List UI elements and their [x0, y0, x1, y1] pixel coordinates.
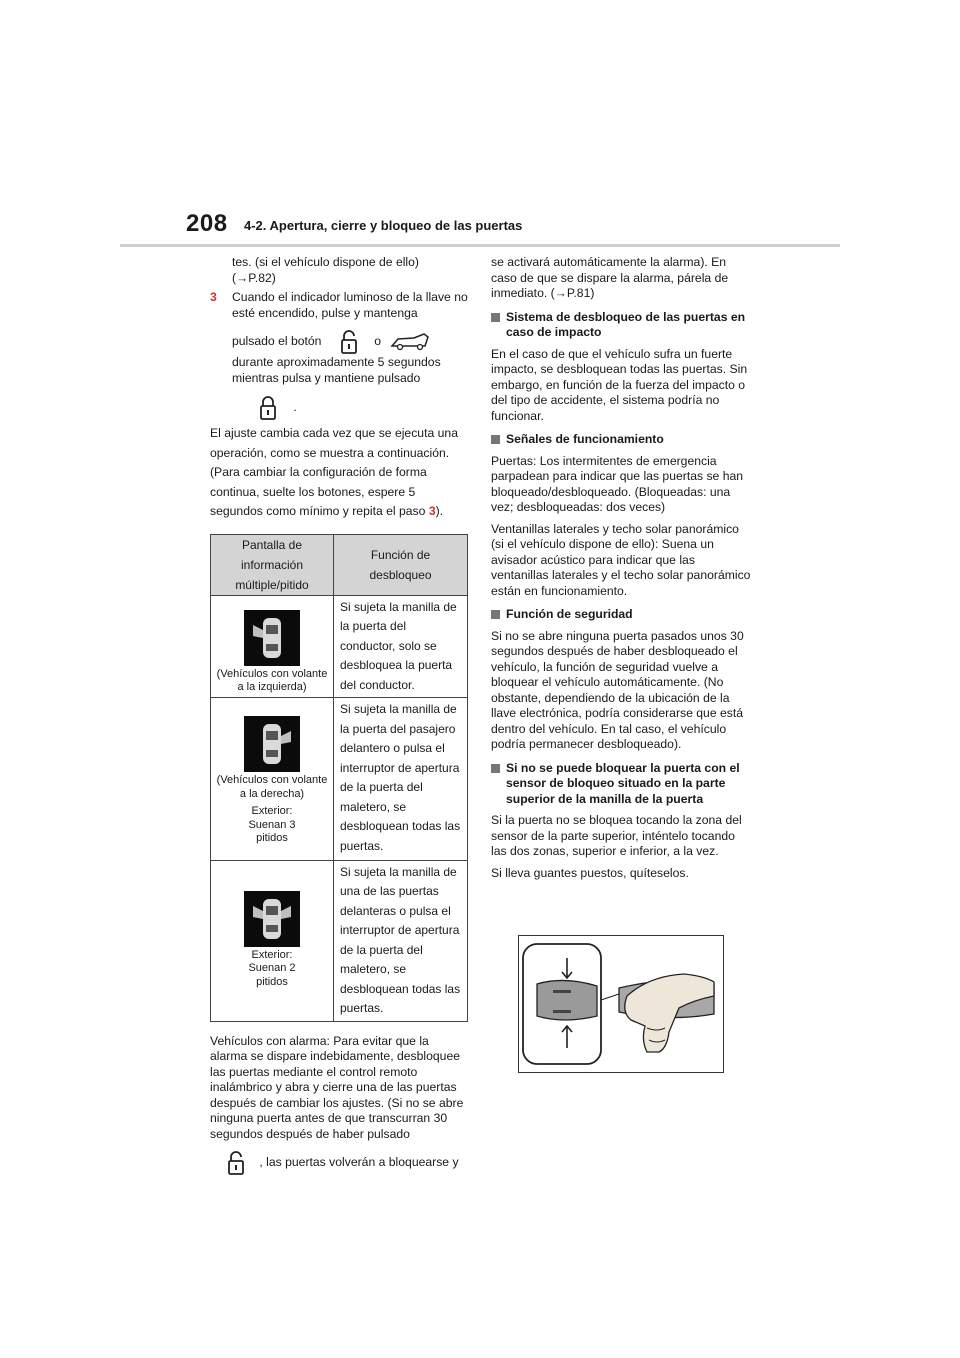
- section-heading-security: [491, 607, 751, 623]
- signals-text-windows: Ventanillas laterales y techo solar panorámico (si el vehículo dispone de ello): Suena un avisador acústico para indicar que las ventanillas laterales y el techo solar panorámico están en funcionamiento.: [491, 521, 751, 598]
- setting-paragraph: [210, 424, 468, 522]
- alarm-paragraph: Vehículos con alarma: Para evitar que la alarma se dispare indebidamente, desbloquee las puertas mediante el control remoto inalámbrico y abra y cierre una de las puertas después de cambiar los ajustes. (Si no se abre ninguna puerta antes de que transcurran 30 segundos después de haber pulsado: [210, 1033, 464, 1141]
- security-text: Si no se abre ninguna puerta pasados unos 30 segundos después de haber desbloqueado el vehículo, la función de seguridad vuelve a bloquear el vehículo automáticamente. (No obstante, dependiendo de la ubicación de la llave electrónica, podría considerarse que está dentro del vehículo. En tal caso, el vehículo podría permanecer desbloqueado).: [491, 628, 744, 751]
- header-rule: [120, 244, 840, 247]
- car-top-view-icon: [244, 716, 300, 772]
- page-number: 208: [186, 210, 228, 237]
- table-cell-image: [211, 698, 334, 861]
- setting-end: ).: [435, 504, 444, 518]
- heading-text: Si no se puede bloquear la puerta con el sensor de bloqueo situado en la parte superior de la manilla de la puerta: [506, 760, 740, 806]
- left-column: [210, 255, 468, 1176]
- step-3: [210, 290, 468, 422]
- section-heading-sensor: [491, 761, 751, 808]
- step3-text-d: .: [293, 400, 297, 414]
- row3-sound: Exterior: Suenan 2 pitidos: [248, 948, 296, 988]
- alarm-end-text: , las puertas volverán a bloquearse y: [259, 1155, 459, 1169]
- gloves-text: Si lleva guantes puestos, quíteselos.: [491, 865, 689, 880]
- row2-sound: Exterior: Suenan 3 pitidos: [248, 805, 296, 844]
- table-header-display: Pantalla de información múltiple/pitido: [211, 534, 334, 595]
- table-header-row: [211, 534, 468, 595]
- continuation-ref: (→P.82): [232, 270, 276, 285]
- heading-text: Función de seguridad: [506, 607, 633, 621]
- unlock-icon: [224, 1150, 248, 1176]
- section-marker-icon: [491, 764, 500, 773]
- section-heading-signals: [491, 432, 751, 448]
- table-header-function: Función de desbloqueo: [334, 534, 468, 595]
- door-handle-illustration: [518, 935, 724, 1073]
- right-column: [491, 255, 751, 881]
- step3-line-b: [232, 327, 468, 355]
- row3-text: Si sujeta la manilla de una de las puertas delanteras o pulsa el interruptor de apertura de la puerta del maletero, se desbloquean todas las puertas.: [334, 860, 468, 1021]
- row1-text: Si sujeta la manilla de la puerta del conductor, solo se desbloquea la puerta del conductor.: [334, 595, 468, 698]
- table-row: [211, 595, 468, 698]
- car-top-view-icon: [244, 891, 300, 947]
- setting-text: El ajuste cambia cada vez que se ejecuta una operación, como se muestra a continuación. (Para cambiar la configuración de forma continua, suelte los botones, espere 5 segundos como mínimo y repita el paso: [210, 426, 458, 518]
- table-row: [211, 860, 468, 1021]
- heading-text: Señales de funcionamiento: [506, 432, 664, 446]
- table-row: [211, 698, 468, 861]
- step-number: 3: [210, 290, 217, 304]
- impact-text: En el caso de que el vehículo sufra un fuerte impacto, se desbloquean todas las puertas. Sin embargo, en función de la fuerza del impacto o del tipo de accidente, el sistema podría no funcionar.: [491, 346, 748, 423]
- step3-text-b1: pulsado el botón: [232, 334, 322, 348]
- alarm-line-end: [210, 1148, 468, 1176]
- section-title: 4-2. Apertura, cierre y bloqueo de las puertas: [244, 218, 523, 233]
- section-marker-icon: [491, 610, 500, 619]
- step2-continuation: [210, 255, 468, 286]
- section-marker-icon: [491, 313, 500, 322]
- car-top-view-icon: [244, 610, 300, 666]
- row1-caption: (Vehículos con volante a la izquierda): [216, 667, 328, 693]
- table-cell-image: [211, 860, 334, 1021]
- row2-caption: (Vehículos con volante a la derecha): [216, 774, 328, 800]
- step3-text-c: durante aproximadamente 5 segundos mientras pulsa y mantiene pulsado: [232, 355, 441, 385]
- table-cell-image: [211, 595, 334, 698]
- row2-text: Si sujeta la manilla de la puerta del pasajero delantero o pulsa el interruptor de apertura de la puerta del maletero, se desbloquean todas las puertas.: [334, 698, 468, 861]
- heading-text: Sistema de desbloqueo de las puertas en caso de impacto: [506, 309, 746, 339]
- tailgate-car-icon: [390, 332, 430, 352]
- step-body: [232, 290, 468, 422]
- section-marker-icon: [491, 435, 500, 444]
- sensor-text: Si la puerta no se bloquea tocando la zona del sensor de la parte superior, inténtelo tocando las dos zonas, superior e inferior, a la vez.: [491, 813, 742, 858]
- signals-text-doors: Puertas: Los intermitentes de emergencia parpadean para indicar que las puertas se han bloqueado/desbloqueado. (Bloqueadas: una vez; desbloqueadas: dos veces): [491, 453, 744, 514]
- continuation-line: tes. (si el vehículo dispone de ello): [232, 255, 419, 269]
- step3-text-a: Cuando el indicador luminoso de la llave no esté encendido, pulse y mantenga: [232, 290, 468, 320]
- section-heading-impact: [491, 310, 751, 341]
- lock-icon: [256, 395, 280, 421]
- alarm-continuation: se activará automáticamente la alarma). En caso de que se dispare la alarma, párela de inmediato. (→P.81): [491, 255, 729, 300]
- unlock-function-table: [210, 534, 468, 1022]
- step3-line-d: [232, 392, 468, 422]
- step-ref: 3: [428, 504, 436, 518]
- step3-text-b2: o: [374, 334, 382, 348]
- unlock-icon: [337, 329, 361, 355]
